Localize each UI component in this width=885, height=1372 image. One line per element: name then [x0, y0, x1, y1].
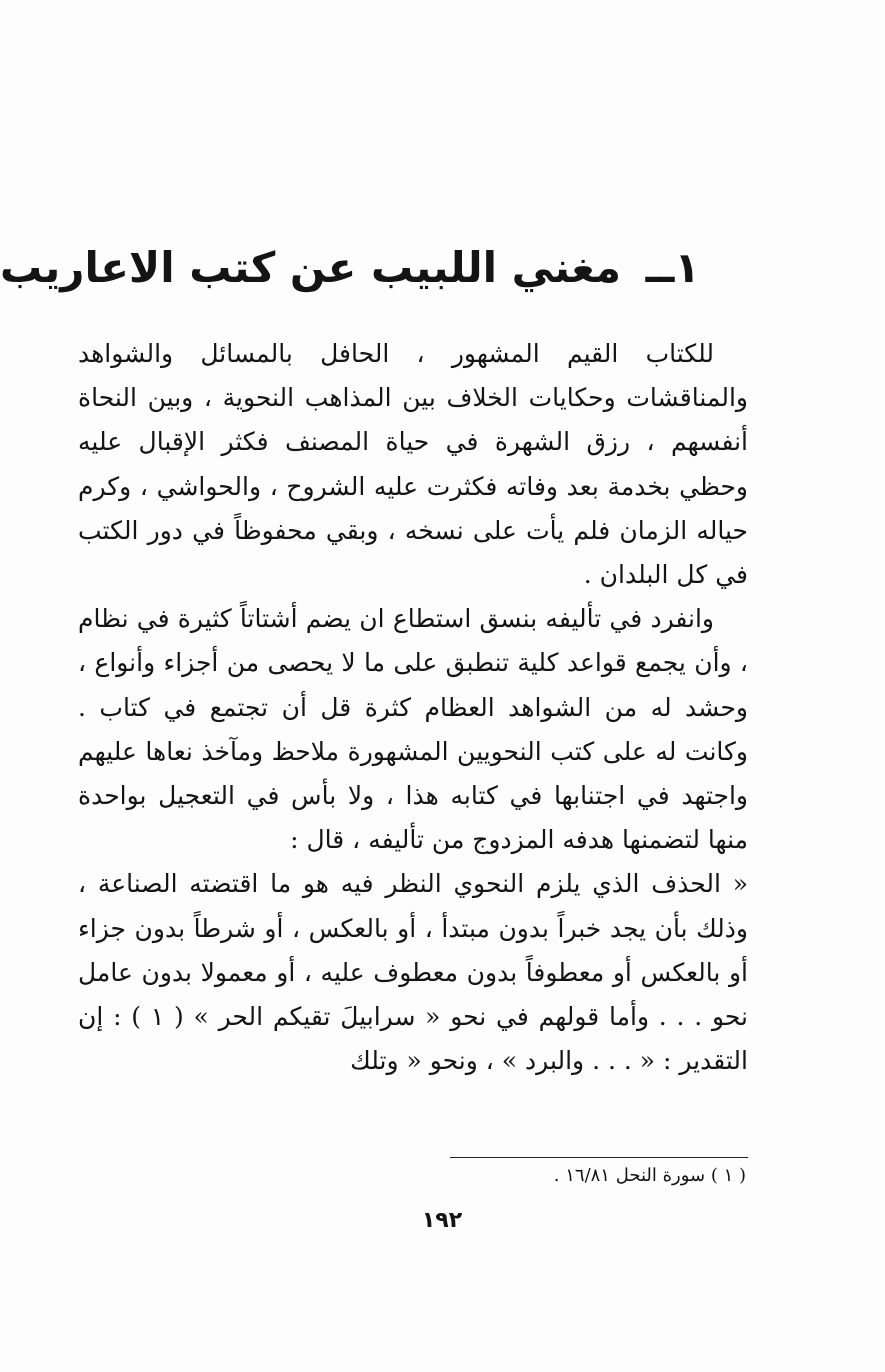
- chapter-heading: [0, 236, 700, 300]
- paragraph-method: وانفرد في تأليفه بنسق استطاع ان يضم أشتاتاً كثيرة في نظام ، وأن يجمع قواعد كلية تنطبق على ما لا يحصى من أجزاء وأنواع ، وحشد له من الشواهد العظام كثرة قل أن تجتمع في كتاب . وكانت له على كتب النحويين المشهورة ملاحظ ومآخذ نعاها عليهم واجتهد في اجتنابها في كتابه هذا ، ولا بأس في التعجيل بواحدة منها لتضمنها هدفه المزدوج من تأليفه ، قال :: [78, 604, 748, 855]
- chapter-title: مغني اللبيب عن كتب الاعاريب: [0, 243, 622, 292]
- main-text: [78, 332, 748, 1083]
- footnote: ( ١ ) سورة النحل ١٦/٨١ .: [553, 1165, 746, 1186]
- paragraph-quote: « الحذف الذي يلزم النحوي النظر فيه هو ما اقتضته الصناعة ، وذلك بأن يجد خبراً بدون مبتدأ ، أو بالعكس ، أو شرطاً بدون جزاء أو بالعكس أو معطوفاً بدون معطوف عليه ، أو معمولا بدون عامل نحو . . . وأما قولهم في نحو « سرابيلَ تقيكم الحر » ( ١ ) : إن التقدير : « . . . والبرد » ، ونحو « وتلك: [78, 869, 748, 1076]
- page-number: ١٩٢: [421, 1208, 463, 1233]
- paragraph-intro: للكتاب القيم المشهور ، الحافل بالمسائل والشواهد والمناقشات وحكايات الخلاف بين المذاهب النحوية ، وبين النحاة أنفسهم ، رزق الشهرة في حياة المصنف فكثر الإقبال عليه وحظي بخدمة بعد وفاته فكثرت عليه الشروح ، والحواشي ، وكرم حياله الزمان فلم يأت على نسخه ، وبقي محفوظاً في دور الكتب في كل البلدان .: [78, 339, 748, 590]
- footnote-divider: [450, 1157, 748, 1158]
- chapter-number: ١ــ: [645, 243, 700, 292]
